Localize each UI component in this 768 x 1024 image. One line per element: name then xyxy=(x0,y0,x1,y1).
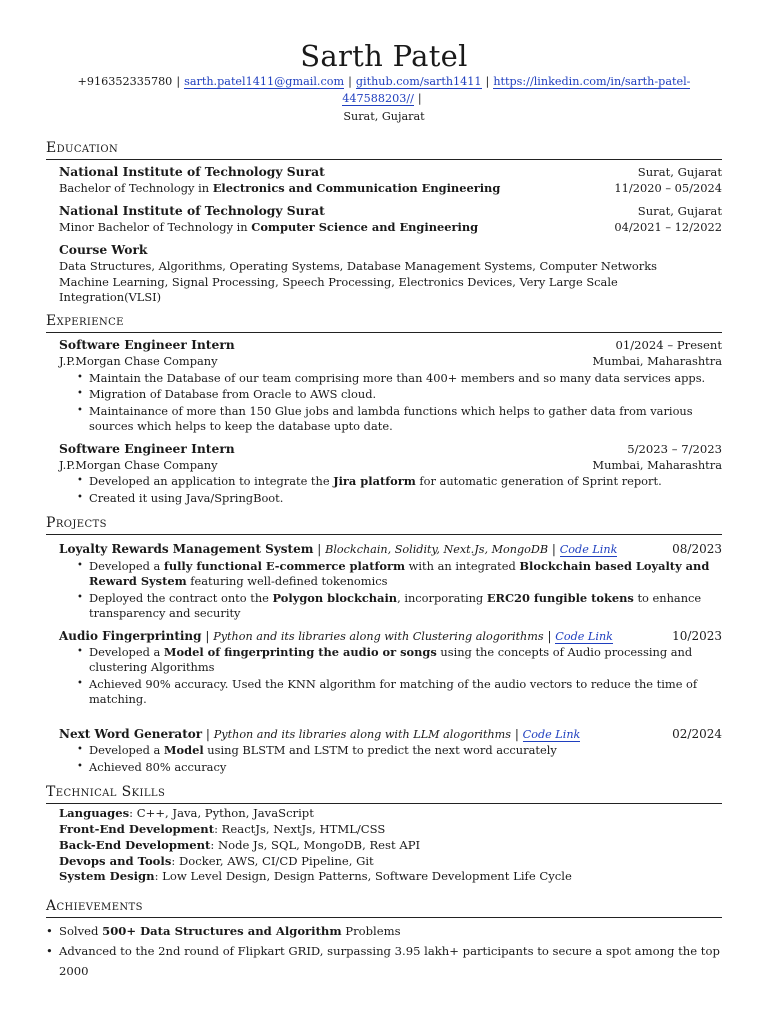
job-location: Mumbai, Maharashtra xyxy=(592,354,722,369)
section-title-achievements: Achievements xyxy=(46,897,722,918)
job-role: Software Engineer Intern xyxy=(59,337,235,353)
section-title-projects: Projects xyxy=(46,514,722,535)
bullet-item: • Maintain the Database of our team comprising more than 400+ members and so many data services apps. xyxy=(89,371,722,386)
company-name: J.P.Morgan Chase Company xyxy=(59,354,218,369)
skill-row: System Design: Low Level Design, Design Patterns, Software Development Life Cycle xyxy=(59,869,572,884)
skill-row: Front-End Development: ReactJs, NextJs, HTML/CSS xyxy=(59,822,386,837)
project-heading: Audio Fingerprinting | Python and its libraries along with Clustering alogorithms | Code Link xyxy=(59,628,613,643)
education-dates: 04/2021 – 12/2022 xyxy=(614,220,722,235)
education-entry xyxy=(59,164,722,197)
bullet-item: • Developed a Model using BLSTM and LSTM to predict the next word accurately xyxy=(89,743,722,758)
experience-section xyxy=(59,337,722,506)
project-entry xyxy=(59,628,722,708)
project-date: 08/2023 xyxy=(672,542,722,557)
coursework xyxy=(59,242,722,306)
achievements-list xyxy=(46,922,722,981)
experience-entry xyxy=(59,441,722,507)
education-entry xyxy=(59,203,722,236)
bullet-item: • Developed a fully functional E-commerce platform with an integrated Blockchain based Loyalty and Reward System featuring well-defined tokenomics xyxy=(89,559,722,590)
projects-section xyxy=(59,541,722,775)
coursework-line: Machine Learning, Signal Processing, Speech Processing, Electronics Devices, Very Large Scale Integration(VLSI) xyxy=(59,274,618,305)
degree: Bachelor of Technology in Electronics and Communication Engineering xyxy=(59,181,501,196)
contact-line: +916352335780 | sarth.patel1411@gmail.com | github.com/sarth1411 | https://linkedin.com/in/sarth-patel-447588203// | Surat, Gujarat xyxy=(77,75,691,123)
code-link[interactable]: Code Link xyxy=(555,629,613,643)
skill-row: Languages: C++, Java, Python, JavaScript xyxy=(59,806,314,821)
company-name: J.P.Morgan Chase Company xyxy=(59,457,218,472)
section-title-experience: Experience xyxy=(46,312,722,333)
bullet-item: • Created it using Java/SpringBoot. xyxy=(89,491,722,506)
school-location: Surat, Gujarat xyxy=(637,165,722,180)
code-link[interactable]: Code Link xyxy=(522,727,581,741)
bullet-item: • Migration of Database from Oracle to AWS cloud. xyxy=(89,387,722,402)
project-heading: Loyalty Rewards Management System | Blockchain, Solidity, Next.Js, MongoDB | Code Link xyxy=(59,542,618,557)
code-link[interactable]: Code Link xyxy=(559,543,618,557)
education-section xyxy=(59,164,722,306)
email-link[interactable]: sarth.patel1411@gmail.com xyxy=(184,75,345,88)
section-title-education: Education xyxy=(46,139,722,160)
skill-row: Back-End Development: Node Js, SQL, MongoDB, Rest API xyxy=(59,837,421,852)
bullet-item: • Developed an application to integrate the Jira platform for automatic generation of Sprint report. xyxy=(89,474,722,489)
skill-row: Devops and Tools: Docker, AWS, CI/CD Pipeline, Git xyxy=(59,853,374,868)
experience-entry xyxy=(59,337,722,434)
degree: Minor Bachelor of Technology in Computer Science and Engineering xyxy=(59,220,479,235)
bullet-item: • Maintainance of more than 150 Glue jobs and lambda functions which helps to gather data from various sources which helps to keep the database upto date. xyxy=(89,404,722,435)
school-location: Surat, Gujarat xyxy=(637,204,722,219)
achievement-item: • Advanced to the 2nd round of Flipkart GRID, surpassing 3.95 lakh+ participants to secure a spot among the top 2000 xyxy=(59,942,722,981)
project-heading: Next Word Generator | Python and its libraries along with LLM alogorithms | Code Link xyxy=(59,726,581,741)
resume-page xyxy=(46,39,722,982)
achievement-item: • Solved 500+ Data Structures and Algorithm Problems xyxy=(59,922,722,942)
candidate-name: Sarth Patel xyxy=(300,39,468,73)
github-link[interactable]: github.com/sarth1411 xyxy=(355,75,482,88)
linkedin-link[interactable]: https://linkedin.com/in/sarth-patel-447588203// xyxy=(342,75,691,106)
project-entry xyxy=(59,541,722,621)
skills-section xyxy=(59,806,722,885)
location: Surat, Gujarat xyxy=(343,109,425,123)
job-role: Software Engineer Intern xyxy=(59,440,235,456)
project-date: 02/2024 xyxy=(672,726,722,741)
project-date: 10/2023 xyxy=(672,628,722,643)
bullet-item: • Developed a Model of fingerprinting the audio or songs using the concepts of Audio processing and clustering Algorithms xyxy=(89,645,722,676)
job-dates: 5/2023 – 7/2023 xyxy=(627,441,722,456)
school-name: National Institute of Technology Surat xyxy=(59,164,325,180)
job-location: Mumbai, Maharashtra xyxy=(592,457,722,472)
job-dates: 01/2024 – Present xyxy=(615,338,722,353)
bullet-item: • Achieved 80% accuracy xyxy=(89,760,722,775)
phone-number: +916352335780 xyxy=(77,75,173,88)
project-entry xyxy=(59,726,722,775)
bullet-item: • Achieved 90% accuracy. Used the KNN algorithm for matching of the audio vectors to reduce the time of matching. xyxy=(89,677,722,708)
bullet-item: • Deployed the contract onto the Polygon blockchain, incorporating ERC20 fungible tokens to enhance transparency and security xyxy=(89,591,722,622)
coursework-title: Course Work xyxy=(59,241,148,257)
school-name: National Institute of Technology Surat xyxy=(59,203,325,219)
education-dates: 11/2020 – 05/2024 xyxy=(614,181,722,196)
section-title-skills: Technical Skills xyxy=(46,783,722,804)
coursework-line: Data Structures, Algorithms, Operating Systems, Database Management Systems, Computer Networks xyxy=(59,258,657,273)
